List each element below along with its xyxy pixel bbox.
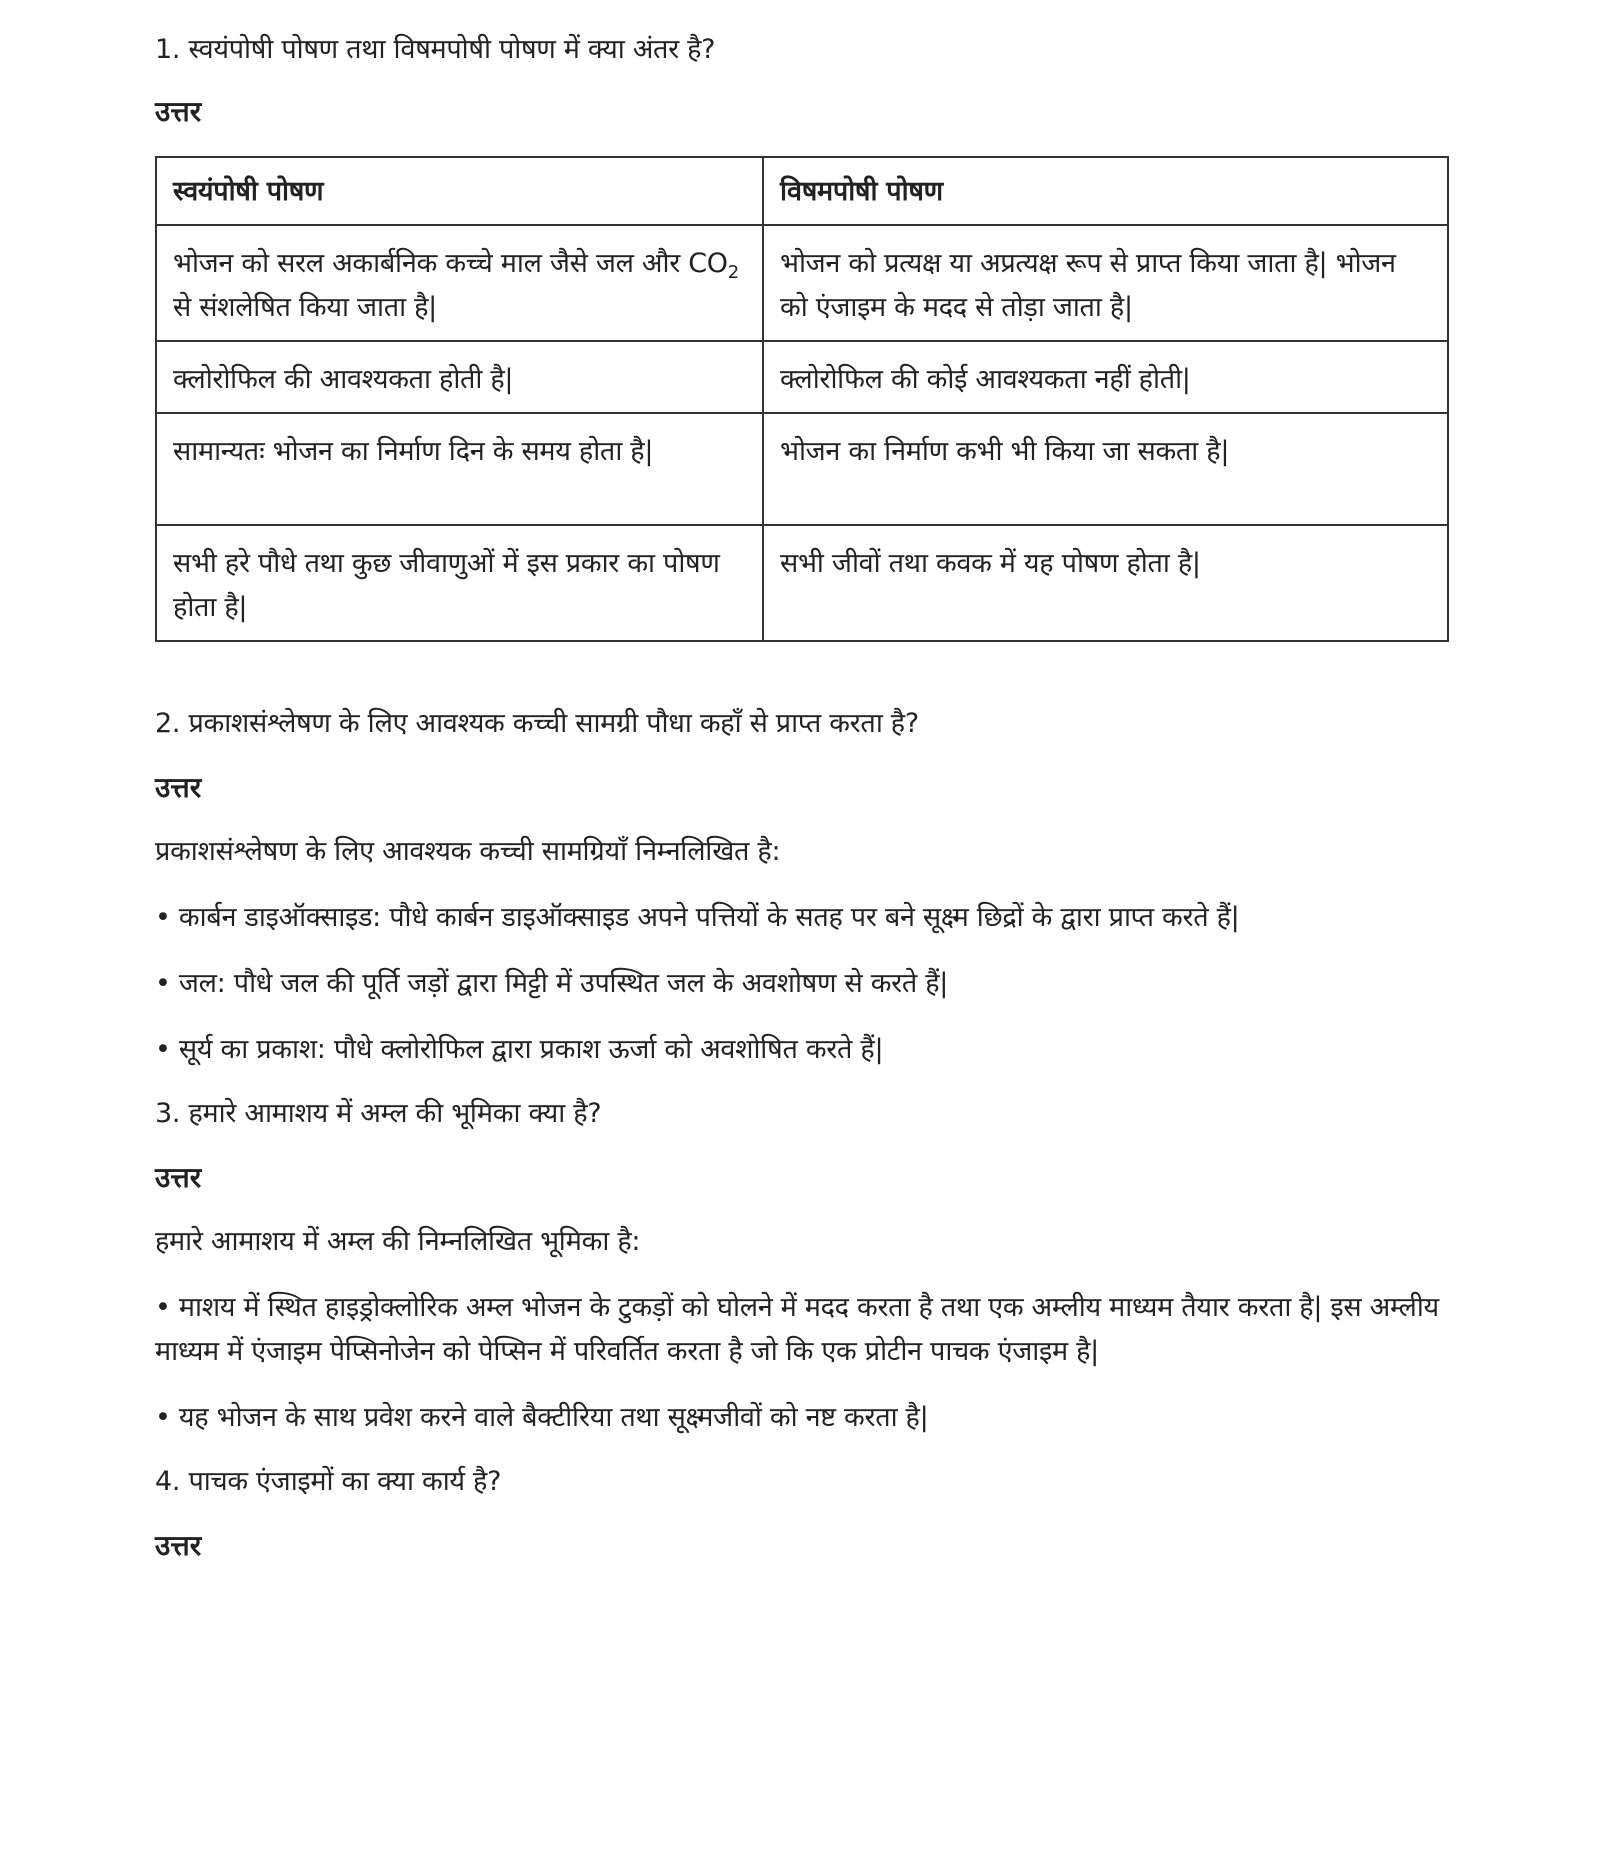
- table-row: [156, 525, 1448, 641]
- table-cell: भोजन को प्रत्यक्ष या अप्रत्यक्ष रूप से प्राप्त किया जाता है| भोजन को एंजाइम के मदद से तोड़ा जाता है|: [763, 225, 1448, 341]
- table-cell: क्लोरोफिल की कोई आवश्यकता नहीं होती|: [763, 341, 1448, 413]
- table-cell: भोजन का निर्माण कभी भी किया जा सकता है|: [763, 413, 1448, 525]
- answer-label-2: उत्तर: [155, 771, 202, 804]
- subscript: 2: [727, 262, 739, 283]
- table-row: [156, 225, 1448, 341]
- answer-label-3: उत्तर: [155, 1161, 202, 1194]
- table-header-autotrophic: स्वयंपोषी पोषण: [156, 157, 763, 225]
- question-4: 4. पाचक एंजाइमों का क्या कार्य है?: [155, 1466, 502, 1497]
- list-item: • कार्बन डाइऑक्साइड: पौधे कार्बन डाइऑक्साइड अपने पत्तियों के सतह पर बने सूक्ष्म छिद्रों के द्वारा प्राप्त करते हैं|: [155, 902, 1240, 933]
- table-header-row: [156, 157, 1448, 225]
- table-cell: सामान्यतः भोजन का निर्माण दिन के समय होता है|: [156, 413, 763, 525]
- cell-text: से संशलेषित किया जाता है|: [173, 292, 437, 323]
- table-cell: क्लोरोफिल की आवश्यकता होती है|: [156, 341, 763, 413]
- list-item: • माशय में स्थित हाइड्रोक्लोरिक अम्ल भोजन के टुकड़ों को घोलने में मदद करता है तथा एक अम्लीय माध्यम तैयार करता है| इस अम्लीय माध्यम में एंजाइम पेप्सिनोजेन को पेप्सिन में परिवर्तित करता है जो कि एक प्रोटीन पाचक एंजाइम है|: [155, 1292, 1439, 1367]
- question-2: 2. प्रकाशसंश्लेषण के लिए आवश्यक कच्ची सामग्री पौधा कहाँ से प्राप्त करता है?: [155, 708, 919, 739]
- table-cell: सभी हरे पौधे तथा कुछ जीवाणुओं में इस प्रकार का पोषण होता है|: [156, 525, 763, 641]
- question-1: 1. स्वयंपोषी पोषण तथा विषमपोषी पोषण में क्या अंतर है?: [155, 34, 716, 65]
- table-row: [156, 413, 1448, 525]
- list-item: • जल: पौधे जल की पूर्ति जड़ों द्वारा मिट्टी में उपस्थित जल के अवशोषण से करते हैं|: [155, 968, 949, 999]
- cell-text: भोजन को सरल अकार्बनिक कच्चे माल जैसे जल और CO: [173, 248, 728, 279]
- document-page: [155, 30, 1445, 1566]
- answer-intro-3: हमारे आमाशय में अम्ल की निम्नलिखित भूमिका है:: [155, 1226, 641, 1257]
- table-cell: [156, 225, 763, 341]
- answer-label-1: उत्तर: [155, 95, 202, 128]
- list-item: • सूर्य का प्रकाश: पौधे क्लोरोफिल द्वारा प्रकाश ऊर्जा को अवशोषित करते हैं|: [155, 1034, 884, 1065]
- answer-label-4: उत्तर: [155, 1529, 202, 1562]
- list-item: • यह भोजन के साथ प्रवेश करने वाले बैक्टीरिया तथा सूक्ष्मजीवों को नष्ट करता है|: [155, 1402, 929, 1433]
- table-cell: सभी जीवों तथा कवक में यह पोषण होता है|: [763, 525, 1448, 641]
- question-3: 3. हमारे आमाशय में अम्ल की भूमिका क्या है?: [155, 1098, 602, 1129]
- table-row: [156, 341, 1448, 413]
- table-header-heterotrophic: विषमपोषी पोषण: [763, 157, 1448, 225]
- comparison-table: [155, 156, 1449, 642]
- answer-intro-2: प्रकाशसंश्लेषण के लिए आवश्यक कच्ची सामग्रियाँ निम्नलिखित है:: [155, 836, 781, 867]
